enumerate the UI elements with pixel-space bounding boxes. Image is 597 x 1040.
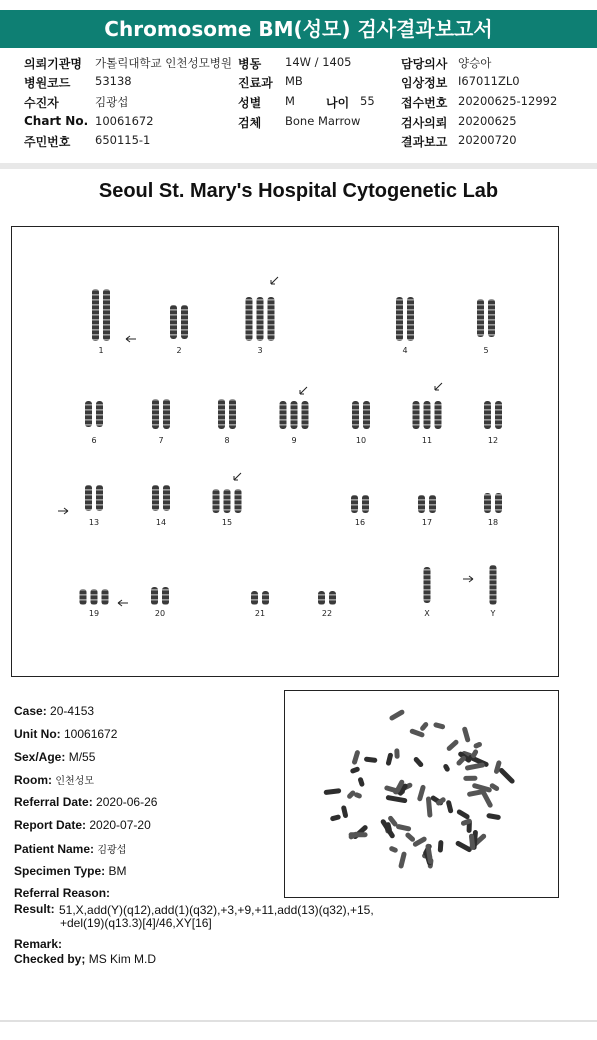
chromosome-label: 15 (221, 518, 233, 527)
sexage-label: Sex/Age: (14, 750, 66, 764)
result-report-value: 20200720 (458, 133, 517, 147)
chart-no-label: Chart No. (24, 114, 89, 128)
chromosome (268, 297, 275, 341)
metaphase-chromosome (486, 813, 501, 820)
specimen-value: Bone Marrow (285, 114, 361, 128)
metaphase-chromosome (438, 840, 444, 853)
unit-label: Unit No: (14, 727, 61, 741)
metaphase-chromosome (413, 756, 425, 768)
chromosome (96, 401, 103, 427)
report-date-value: 2020-07-20 (89, 818, 151, 832)
specimen-type-label: Specimen Type: (14, 864, 106, 878)
test-request-label: 검사의뢰 (401, 116, 448, 130)
chromosome (170, 305, 177, 339)
chromosome (151, 587, 158, 605)
chromosome-label: 17 (421, 518, 433, 527)
chromosome (91, 589, 98, 605)
chromosome (407, 297, 414, 341)
chromosome (363, 401, 370, 429)
chromosome (102, 589, 109, 605)
specimen-type-value: BM (108, 864, 127, 878)
chromosome-label: 16 (354, 518, 366, 527)
chromosome (224, 489, 231, 513)
chromosome-label: 9 (291, 436, 297, 445)
metaphase-chromosome (357, 777, 365, 788)
chromosome-label: 1 (98, 346, 104, 355)
chromosome-label: 7 (158, 436, 164, 445)
chromosome (484, 401, 491, 429)
test-request-value: 20200625 (458, 114, 517, 128)
chromosome (163, 485, 170, 511)
chromosome (218, 399, 225, 429)
result-text (59, 904, 374, 930)
receipt-no-value: 20200625-12992 (458, 94, 558, 108)
case-label: Case: (14, 704, 47, 718)
result-report-label: 결과보고 (401, 135, 448, 149)
requesting-org-label: 의뢰기관명 (24, 57, 82, 71)
resident-no-value: 650115-1 (95, 133, 151, 147)
chromosome (246, 297, 253, 341)
report-title: Chromosome BM(성모) 검사결과보고서 (0, 10, 597, 48)
metaphase-chromosome (330, 814, 342, 822)
sex-value: M (285, 94, 295, 108)
chromosome-label: 13 (88, 518, 100, 527)
chromosome-label: X (424, 609, 430, 618)
metaphase-chromosome (385, 795, 407, 804)
chromosome-label: 8 (224, 436, 230, 445)
chromosome (162, 587, 169, 605)
checked-label: Checked by; (14, 952, 86, 966)
age-label: 나이 (326, 96, 350, 110)
physician-label: 담당의사 (401, 57, 448, 71)
metaphase-chromosome (398, 851, 407, 869)
metaphase-chromosome (446, 739, 460, 752)
chromosome (318, 591, 325, 605)
chromosome (213, 489, 220, 513)
chromosome (352, 401, 359, 429)
metaphase-panel (284, 690, 559, 898)
metaphase-chromosome (417, 784, 426, 801)
ward-label: 병동 (238, 57, 262, 71)
referral-date-value: 2020-06-26 (96, 795, 158, 809)
referral-date-label: Referral Date: (14, 795, 93, 809)
sexage-value: M/55 (68, 750, 96, 764)
examinee-label: 수진자 (24, 96, 59, 110)
metaphase-chromosome (456, 809, 471, 821)
specimen-label: 검체 (238, 116, 262, 130)
physician-value: 양승아 (458, 56, 492, 70)
requesting-org-value: 가톨릭대학교 인천성모병원 (95, 56, 232, 70)
remark-label: Remark: (14, 937, 63, 951)
chromosome-label: 22 (321, 609, 333, 618)
metaphase-chromosome (394, 748, 400, 759)
chromosome (280, 401, 287, 429)
chromosome-label: 14 (155, 518, 167, 527)
karyogram-image (12, 227, 558, 676)
chromosome (181, 305, 188, 339)
metaphase-chromosome (404, 832, 416, 843)
room-label: Room: (14, 773, 52, 787)
chromosome (163, 399, 170, 429)
examinee-value: 김광섭 (95, 95, 129, 109)
chromosome (362, 495, 369, 513)
chromosome (484, 493, 491, 513)
chromosome (424, 401, 431, 429)
clinical-info-label: 임상정보 (401, 76, 448, 90)
chromosome (413, 401, 420, 429)
chromosome (80, 589, 87, 605)
chromosome-label: 18 (487, 518, 499, 527)
ward-value: 14W / 1405 (285, 55, 352, 69)
chromosome-label: Y (490, 609, 496, 618)
department-label: 진료과 (238, 76, 273, 90)
metaphase-chromosome (463, 776, 477, 781)
chromosome (495, 493, 502, 513)
metaphase-chromosome (389, 709, 406, 722)
hospital-code-value: 53138 (95, 74, 132, 88)
page-bottom-rule (0, 1020, 597, 1022)
metaphase-chromosome (385, 752, 393, 766)
chromosome (85, 401, 92, 427)
metaphase-chromosome (419, 721, 429, 732)
chromosome (490, 565, 497, 605)
chromosome (152, 485, 159, 511)
metaphase-chromosome (480, 789, 494, 809)
chromosome-labels (89, 346, 498, 618)
lab-title: Seoul St. Mary's Hospital Cytogenetic Lab (98, 180, 499, 202)
result-line-2: +del(19)(q13.3)[4]/46,XY[16] (60, 916, 212, 930)
metaphase-chromosome (433, 722, 446, 730)
chromosome (424, 567, 431, 603)
clinical-info-value: I67011ZL0 (458, 74, 520, 88)
chromosome (92, 289, 99, 341)
chromosome-label: 19 (88, 609, 100, 618)
chromosome (103, 289, 110, 341)
metaphase-chromosome (498, 767, 516, 785)
metaphase-chromosome (473, 741, 483, 749)
chromosome (418, 495, 425, 513)
chromosome (429, 495, 436, 513)
chromosome-label: 5 (483, 346, 489, 355)
age-value: 55 (360, 94, 375, 108)
room-value: 인천성모 (55, 776, 94, 787)
chromosome-label: 12 (487, 436, 499, 445)
chart-no-value: 10061672 (95, 114, 154, 128)
patient-label: Patient Name: (14, 842, 95, 856)
chromosome (235, 489, 242, 513)
result-line-1: 51,X,add(Y)(q12),add(1)(q32),+3,+9,+11,add(13)(q32),+15, (59, 903, 374, 917)
metaphase-chromosome (412, 836, 428, 848)
chromosome-label: 3 (257, 346, 263, 355)
unit-value: 10061672 (64, 727, 118, 741)
hospital-code-label: 병원코드 (24, 76, 71, 90)
chromosome-label: 2 (176, 346, 182, 355)
checked-value: MS Kim M.D (88, 952, 157, 966)
resident-no-label: 주민번호 (24, 135, 71, 149)
metaphase-chromosome (323, 788, 341, 795)
metaphase-chromosomes (323, 709, 515, 869)
chromosome (396, 297, 403, 341)
chromosome (85, 485, 92, 511)
metaphase-chromosome (350, 766, 361, 774)
chromosome-label: 4 (402, 346, 408, 355)
chromosome-label: 10 (355, 436, 367, 445)
metaphase-chromosome (341, 805, 349, 819)
metaphase-chromosome (364, 756, 378, 763)
chromosome (251, 591, 258, 605)
result-label: Result: (14, 902, 55, 916)
chromosome (435, 401, 442, 429)
department-value: MB (285, 74, 303, 88)
metaphase-chromosome (388, 845, 398, 853)
karyotype-panel (11, 226, 559, 677)
metaphase-chromosome (465, 762, 486, 771)
chromosome (351, 495, 358, 513)
chromosome-label: 11 (421, 436, 433, 445)
chromosome (488, 299, 495, 337)
chromosome (291, 401, 298, 429)
chromosome (257, 297, 264, 341)
chromosome (302, 401, 309, 429)
sex-label: 성별 (238, 96, 262, 110)
chromosome (262, 591, 269, 605)
referral-reason-label: Referral Reason: (14, 886, 111, 900)
metaphase-chromosome (462, 726, 471, 743)
chromosome (152, 399, 159, 429)
chromosome (329, 591, 336, 605)
chromosome-pairs (80, 289, 503, 605)
chromosome (96, 485, 103, 511)
case-value: 20-4153 (50, 704, 95, 718)
section-divider (0, 163, 597, 169)
chromosome-label: 6 (91, 436, 97, 445)
receipt-no-label: 접수번호 (401, 96, 448, 110)
metaphase-chromosome (351, 750, 360, 766)
chromosome (477, 299, 484, 337)
chromosome-label: 21 (254, 609, 266, 618)
patient-value: 김광섭 (97, 845, 127, 856)
metaphase-chromosome (446, 800, 454, 814)
chromosome-label: 20 (154, 609, 166, 618)
metaphase-chromosome (442, 763, 450, 772)
chromosome (229, 399, 236, 429)
metaphase-image (285, 691, 558, 897)
chromosome (495, 401, 502, 429)
metaphase-chromosome (396, 824, 412, 832)
report-date-label: Report Date: (14, 818, 87, 832)
